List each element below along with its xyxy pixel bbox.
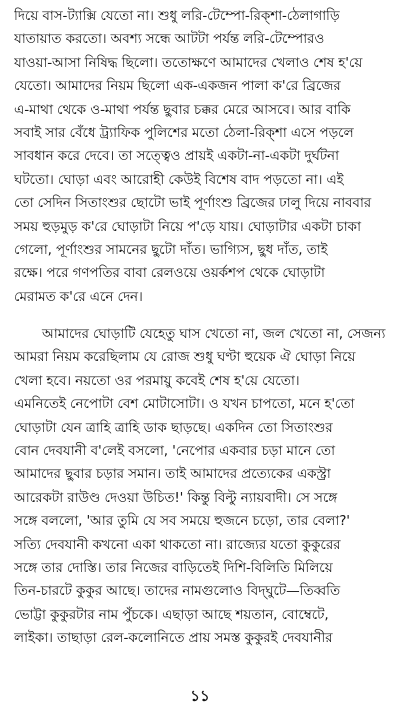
text-line: যেতো। আমাদের নিয়ম ছিলো এক-একজন পালা ক'রে ব্রিজের (14, 78, 341, 95)
text-line: সবাই সার বেঁধে ট্র্যাফিক পুলিশের মতো ঠেলা-রিক্‌শা এসে পড়লে (14, 124, 354, 141)
text-line: সময় হুড়মুড় ক'রে ঘোড়াটা নিয়ে প'ড়ে যায়। ঘোড়াটার একটা চাকা (14, 218, 361, 235)
text-line: বোন দেবযানী ব'লেই বসলো, 'নেপোর একবার চড়া মানে তো (14, 443, 335, 460)
text-line: যাওয়া-আসা নিষিদ্ধ ছিলো। ততোক্ষণে আমাদের খেলাও শেষ হ'য়ে (14, 54, 363, 71)
text-line: খেলা হবে। নয়তো ওর পরমায়ু কবেই শেষ হ'য়ে যেতো। (14, 372, 300, 389)
text-line: গেলো, পূর্ণাংশুর সামনের ছুটো দাঁত। ভাগ্যিস, ছুধ দাঁত, তাই (14, 241, 328, 258)
text-line: আমাদের ঘোড়াটি যেহেতু ঘাস খেতো না, জল খেতো না, সেজন্য (42, 326, 386, 343)
text-line: তিন-চারটে কুকুর আছে। তাদের নামগুলোও বিদ্‌ঘুটে—তিব্বতি (14, 583, 341, 600)
text-line: ঘটতো। ঘোড়া এবং আরোহী কেউই বিশেষ বাদ পড়তো না। এই (14, 171, 344, 188)
text-line: লাইকা। তাছাড়া রেল-কলোনিতে প্রায় সমস্ত কুকুরই দেবযানীর (14, 630, 333, 647)
text-line: রক্ষে। পরে গণপতির বাবা রেলওয়ে ওয়র্কশপ থেকে ঘোড়াটা (14, 265, 325, 282)
text-line: সত্যি দেবযানী কখনো একা থাকতো না। রাজ্যের যতো কুকুরের (14, 536, 341, 553)
text-line: সঙ্গে বললো, 'আর তুমি যে সব সময়ে হুজনে চড়ো, তার বেলা?' (14, 513, 350, 530)
text-line: যাতায়াত করতো। অবশ্য সন্ধে আটটা পর্যন্ত লরি-টেম্পোরও (14, 31, 325, 48)
text-line: ঘোড়াটা যেন ত্রাহি ত্রাহি ডাক ছাড়ছে। একদিন তো সিতাংশুর (14, 419, 333, 436)
text-line: আমাদের ছুবার চড়ার সমান। তাই আমাদের প্রত্যেকের একস্ট্রা (14, 466, 331, 483)
text-line: এমনিতেই নেপোটা বেশ মোটাসোটা। ও যখন চাপতো, মনে হ'তো (14, 396, 355, 413)
text-line: ভোট্টা কুকুরটার নাম পুঁচকে। এছাড়া আছে শয়তান, বোম্বেটে, (14, 606, 329, 623)
paragraph-1 (14, 5, 386, 309)
paragraph-2 (14, 323, 386, 650)
text-line: দিয়ে বাস-ট্যাক্সি যেতো না। শুধু লরি-টেম্পো-রিক্‌শা-ঠেলাগাড়ি (14, 8, 340, 24)
text-line: সঙ্গে তার দোস্তি। তার নিজের বাড়িতেই দিশি-বিলিতি মিলিয়ে (14, 559, 333, 576)
text-line: এ-মাথা থেকে ও-মাথা পর্যন্ত ছুবার চক্কর মেরে আসবে। আর বাকি (14, 101, 351, 118)
text-line: আরেকটা রাউণ্ড দেওয়া উচিত!' কিন্তু বিল্টু ন্যায়বাদী। সে সঙ্গে (14, 489, 338, 506)
body-text (14, 5, 386, 651)
paragraph-gap (14, 309, 386, 323)
page-number: ১১ (190, 687, 210, 705)
text-line: সাবধান করে দেবে। তা সত্ত্বেও প্রায়ই একটা-না-একটা দুর্ঘটনা (14, 148, 339, 165)
text-line: মেরামত ক'রে এনে দেন। (14, 288, 143, 305)
text-line: আমরা নিয়ম করেছিলাম যে রোজ শুধু ঘণ্টা হুয়েক ঐ ঘোড়া নিয়ে (14, 349, 356, 366)
text-line: তো সেদিন সিতাংশুর ছোটো ভাই পূর্ণাংশু ব্রিজের ঢালু দিয়ে নাববার (14, 195, 372, 212)
